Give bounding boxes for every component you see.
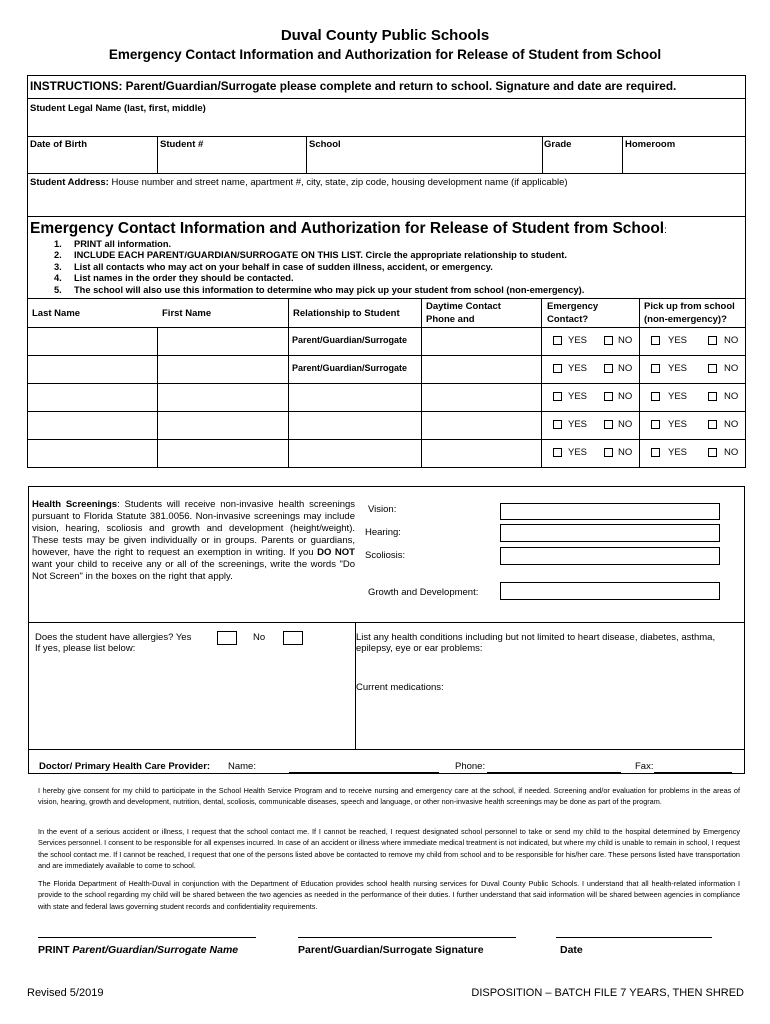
col-pickup-2: (non-emergency)? [644, 314, 727, 325]
checkbox-label: YES [668, 447, 688, 458]
phone-field[interactable] [422, 356, 540, 382]
allergies-yes-box[interactable] [217, 631, 237, 645]
grade-field[interactable] [543, 151, 621, 173]
col-phone-2: Phone and [426, 314, 475, 325]
instruction-item: 5. The school will also use this information to determine who may pick up your student from school (non-emergency). [54, 284, 585, 295]
pickup-no-checkbox[interactable] [708, 420, 717, 429]
growth-label: Growth and Development: [368, 587, 479, 598]
emergency-no-checkbox[interactable] [604, 448, 613, 457]
last-name-field[interactable] [29, 440, 157, 466]
divider [28, 98, 745, 99]
instruction-item: 1. PRINT all information. [54, 239, 172, 249]
checkbox-label: NO [724, 391, 739, 402]
last-name-field[interactable] [29, 328, 157, 354]
col-phone-1: Daytime Contact [426, 301, 501, 312]
divider [622, 136, 623, 174]
consent-paragraph-2: In the event of a serious accident or illness, I request that the school contact me. If I cannot be reached, I request designated school personnel to take or send my child to the hospital determined by Emergency Services personnel. I consent to be responsible for all expenses incurred. In case of an accident or illness where immediate medical treatment is not indicated, but where my child is unable to remain in school, I request the school contact me. If I cannot be reached, I request that one of the persons listed above be contacted to remove my child from school and to be responsible for his/her care. These persons listed have transportation and are immediately available to come to school. [38, 827, 740, 871]
checkbox-label: NO [618, 363, 633, 374]
pickup-no-checkbox[interactable] [708, 364, 717, 373]
doctor-phone-label: Phone: [455, 761, 486, 772]
emergency-yes-checkbox[interactable] [553, 448, 562, 457]
first-name-field[interactable] [158, 328, 288, 354]
col-first-name: First Name [162, 308, 212, 319]
address-label-bold: Student Address: [30, 177, 109, 188]
pickup-yes-checkbox[interactable] [651, 392, 660, 401]
instruction-item: 4. List names in the order they should be contacted. [54, 273, 294, 284]
checkbox-label: NO [724, 447, 739, 458]
homeroom-field[interactable] [624, 151, 744, 173]
col-pickup-1: Pick up from school [644, 301, 735, 312]
student-info-block [27, 75, 746, 217]
school-label: School [309, 139, 341, 150]
checkbox-label: YES [568, 363, 588, 374]
pickup-no-checkbox[interactable] [708, 392, 717, 401]
student-address-field[interactable] [29, 190, 744, 215]
pickup-yes-checkbox[interactable] [651, 448, 660, 457]
medications-label: Current medications: [356, 682, 444, 693]
health-screenings-title: Health Screenings [32, 499, 118, 510]
table-row [28, 355, 745, 383]
pickup-no-checkbox[interactable] [708, 448, 717, 457]
date-line[interactable] [556, 937, 712, 938]
col-emergency-2: Contact? [547, 314, 589, 325]
checkbox-label: NO [724, 419, 739, 430]
vision-field[interactable] [500, 503, 720, 520]
phone-field[interactable] [422, 440, 540, 466]
last-name-field[interactable] [29, 412, 157, 438]
col-emergency-1: Emergency [547, 301, 599, 312]
allergies-list-label: If yes, please list below: [35, 643, 136, 654]
doctor-fax-label: Fax: [635, 761, 654, 772]
medications-field[interactable] [359, 697, 739, 747]
hearing-label: Hearing: [365, 527, 401, 538]
scoliosis-label: Scoliosis: [365, 550, 406, 561]
emergency-yes-checkbox[interactable] [553, 420, 562, 429]
address-hint: House number and street name, apartment #, city, state, zip code, housing development name (if applicable) [108, 177, 568, 188]
divider [28, 173, 745, 174]
phone-field[interactable] [422, 328, 540, 354]
health-screenings-text: Health Screenings: Students will receive non-invasive health screenings pursuant to Florida Statute 381.0056. Non-invasive screenings may include vision, hearing, scoliosis and growth and development (height/weight). These tests may be given individually or in groups. Parents or guardians, however, have the right to request an exemption in writing. If you DO NOT want your child to receive any or all of the screenings, write the words "Do Not Screen" in the boxes on the right that apply. [32, 499, 356, 582]
emergency-no-checkbox[interactable] [604, 364, 613, 373]
consent-paragraph-1: I hereby give consent for my child to participate in the School Health Service Program and to receive nursing and emergency care at the school, if needed. Screening and/or evaluation for problems in the areas of vision, hearing, growth and development, nutrition, dental, scoliosis, communicable diseases, speech and language, or other non-invasive health screenings may be done as part of the program. [38, 786, 740, 807]
emergency-yes-checkbox[interactable] [553, 336, 562, 345]
table-top-border [28, 298, 745, 299]
allergies-no-label: No [253, 632, 266, 643]
disposition-note: DISPOSITION – BATCH FILE 7 YEARS, THEN SHRED [471, 987, 744, 999]
pickup-no-checkbox[interactable] [708, 336, 717, 345]
emergency-no-checkbox[interactable] [604, 420, 613, 429]
first-name-field[interactable] [158, 384, 288, 410]
pickup-yes-checkbox[interactable] [651, 420, 660, 429]
print-name-label: PRINT Parent/Guardian/Surrogate Name [38, 944, 239, 956]
pickup-yes-checkbox[interactable] [651, 364, 660, 373]
emergency-no-checkbox[interactable] [604, 392, 613, 401]
signature-label: Parent/Guardian/Surrogate Signature [298, 944, 484, 956]
doctor-label: Doctor/ Primary Health Care Provider: [39, 761, 211, 772]
emergency-yes-checkbox[interactable] [553, 364, 562, 373]
checkbox-label: YES [668, 363, 688, 374]
checkbox-label: NO [618, 391, 633, 402]
checkbox-label: YES [568, 419, 588, 430]
instruction-list [54, 239, 584, 296]
health-block [28, 486, 745, 774]
revised-date: Revised 5/2019 [27, 987, 104, 999]
dob-label: Date of Birth [30, 139, 87, 150]
homeroom-label: Homeroom [625, 139, 676, 150]
emergency-heading [30, 220, 667, 238]
conditions-label: List any health conditions including but not limited to heart disease, diabetes, asthma, epilepsy, eye or ear problems: [356, 632, 716, 654]
divider [157, 136, 158, 174]
checkbox-label: NO [724, 363, 739, 374]
last-name-field[interactable] [29, 356, 157, 382]
growth-field[interactable] [500, 582, 720, 600]
student-legal-name-field[interactable] [29, 114, 744, 136]
divider [28, 136, 745, 137]
table-row [28, 327, 745, 355]
allergies-question: Does the student have allergies? Yes [35, 632, 192, 643]
divider [29, 622, 744, 623]
col-last-name: Last Name [32, 308, 81, 319]
checkbox-label: YES [568, 447, 588, 458]
first-name-field[interactable] [158, 412, 288, 438]
student-number-label: Student # [160, 139, 204, 150]
checkbox-label: NO [618, 335, 633, 346]
checkbox-label: NO [618, 419, 633, 430]
student-address-label [30, 177, 568, 188]
emergency-contact-block [27, 216, 746, 468]
last-name-field[interactable] [29, 384, 157, 410]
phone-field[interactable] [422, 412, 540, 438]
pickup-yes-checkbox[interactable] [651, 336, 660, 345]
emergency-yes-checkbox[interactable] [553, 392, 562, 401]
first-name-field[interactable] [158, 440, 288, 466]
checkbox-label: NO [618, 447, 633, 458]
dob-field[interactable] [29, 151, 155, 173]
checkbox-label: YES [568, 335, 588, 346]
checkbox-label: YES [668, 419, 688, 430]
table-row [28, 383, 745, 411]
allergies-no-box[interactable] [283, 631, 303, 645]
col-relationship: Relationship to Student [293, 308, 400, 319]
vision-label: Vision: [368, 504, 397, 515]
scoliosis-field[interactable] [500, 547, 720, 565]
relationship-field[interactable]: Parent/Guardian/Surrogate [292, 335, 408, 345]
checkbox-label: YES [668, 335, 688, 346]
form-title: Duval County Public Schools [280, 27, 490, 44]
table-row [28, 411, 745, 439]
divider [306, 136, 307, 174]
doctor-fax-line[interactable] [654, 772, 732, 773]
first-name-field[interactable] [158, 356, 288, 382]
emergency-heading-text: Emergency Contact Information and Authorization for Release of Student from School [30, 220, 665, 237]
instructions-text: INSTRUCTIONS: Parent/Guardian/Surrogate please complete and return to school. Signature and date are required. [30, 79, 677, 93]
checkbox-label: NO [724, 335, 739, 346]
emergency-no-checkbox[interactable] [604, 336, 613, 345]
school-field[interactable] [308, 151, 541, 173]
checkbox-label: YES [568, 391, 588, 402]
relationship-field[interactable]: Parent/Guardian/Surrogate [292, 363, 408, 373]
student-number-field[interactable] [159, 151, 304, 173]
signature-line[interactable] [298, 937, 516, 938]
phone-field[interactable] [422, 384, 540, 410]
table-row [28, 439, 745, 467]
grade-label: Grade [544, 139, 572, 150]
instruction-item: 2. INCLUDE EACH PARENT/GUARDIAN/SURROGATE ON THIS LIST. Circle the appropriate relationship to student. [54, 250, 567, 261]
print-name-line[interactable] [38, 937, 256, 938]
checkbox-label: YES [668, 391, 688, 402]
hearing-field[interactable] [500, 524, 720, 542]
divider [29, 749, 744, 750]
doctor-name-label: Name: [228, 761, 256, 772]
doctor-phone-line[interactable] [487, 772, 621, 773]
instruction-item: 3. List all contacts who may act on your behalf in case of sudden illness, accident, or emergency. [54, 261, 493, 272]
consent-paragraph-3: The Florida Department of Health-Duval in conjunction with the Department of Education provides school health nursing services for Duval County Public Schools. I understand that all health-related information I provide to the school regarding my child will be shared between the two agencies as needed in the performance of their duties. I further understand that said information will be shared between agencies in compliance with state and federal laws governing student records and confidentiality requirements. [38, 879, 740, 911]
allergies-list-field[interactable] [33, 657, 351, 747]
conditions-field[interactable] [359, 655, 739, 679]
form-subtitle: Emergency Contact Information and Authorization for Release of Student from School [108, 47, 662, 62]
emergency-heading-suffix: : [664, 225, 667, 236]
student-legal-name-label: Student Legal Name (last, first, middle) [30, 103, 206, 114]
doctor-name-line[interactable] [289, 772, 439, 773]
date-label: Date [560, 944, 583, 956]
